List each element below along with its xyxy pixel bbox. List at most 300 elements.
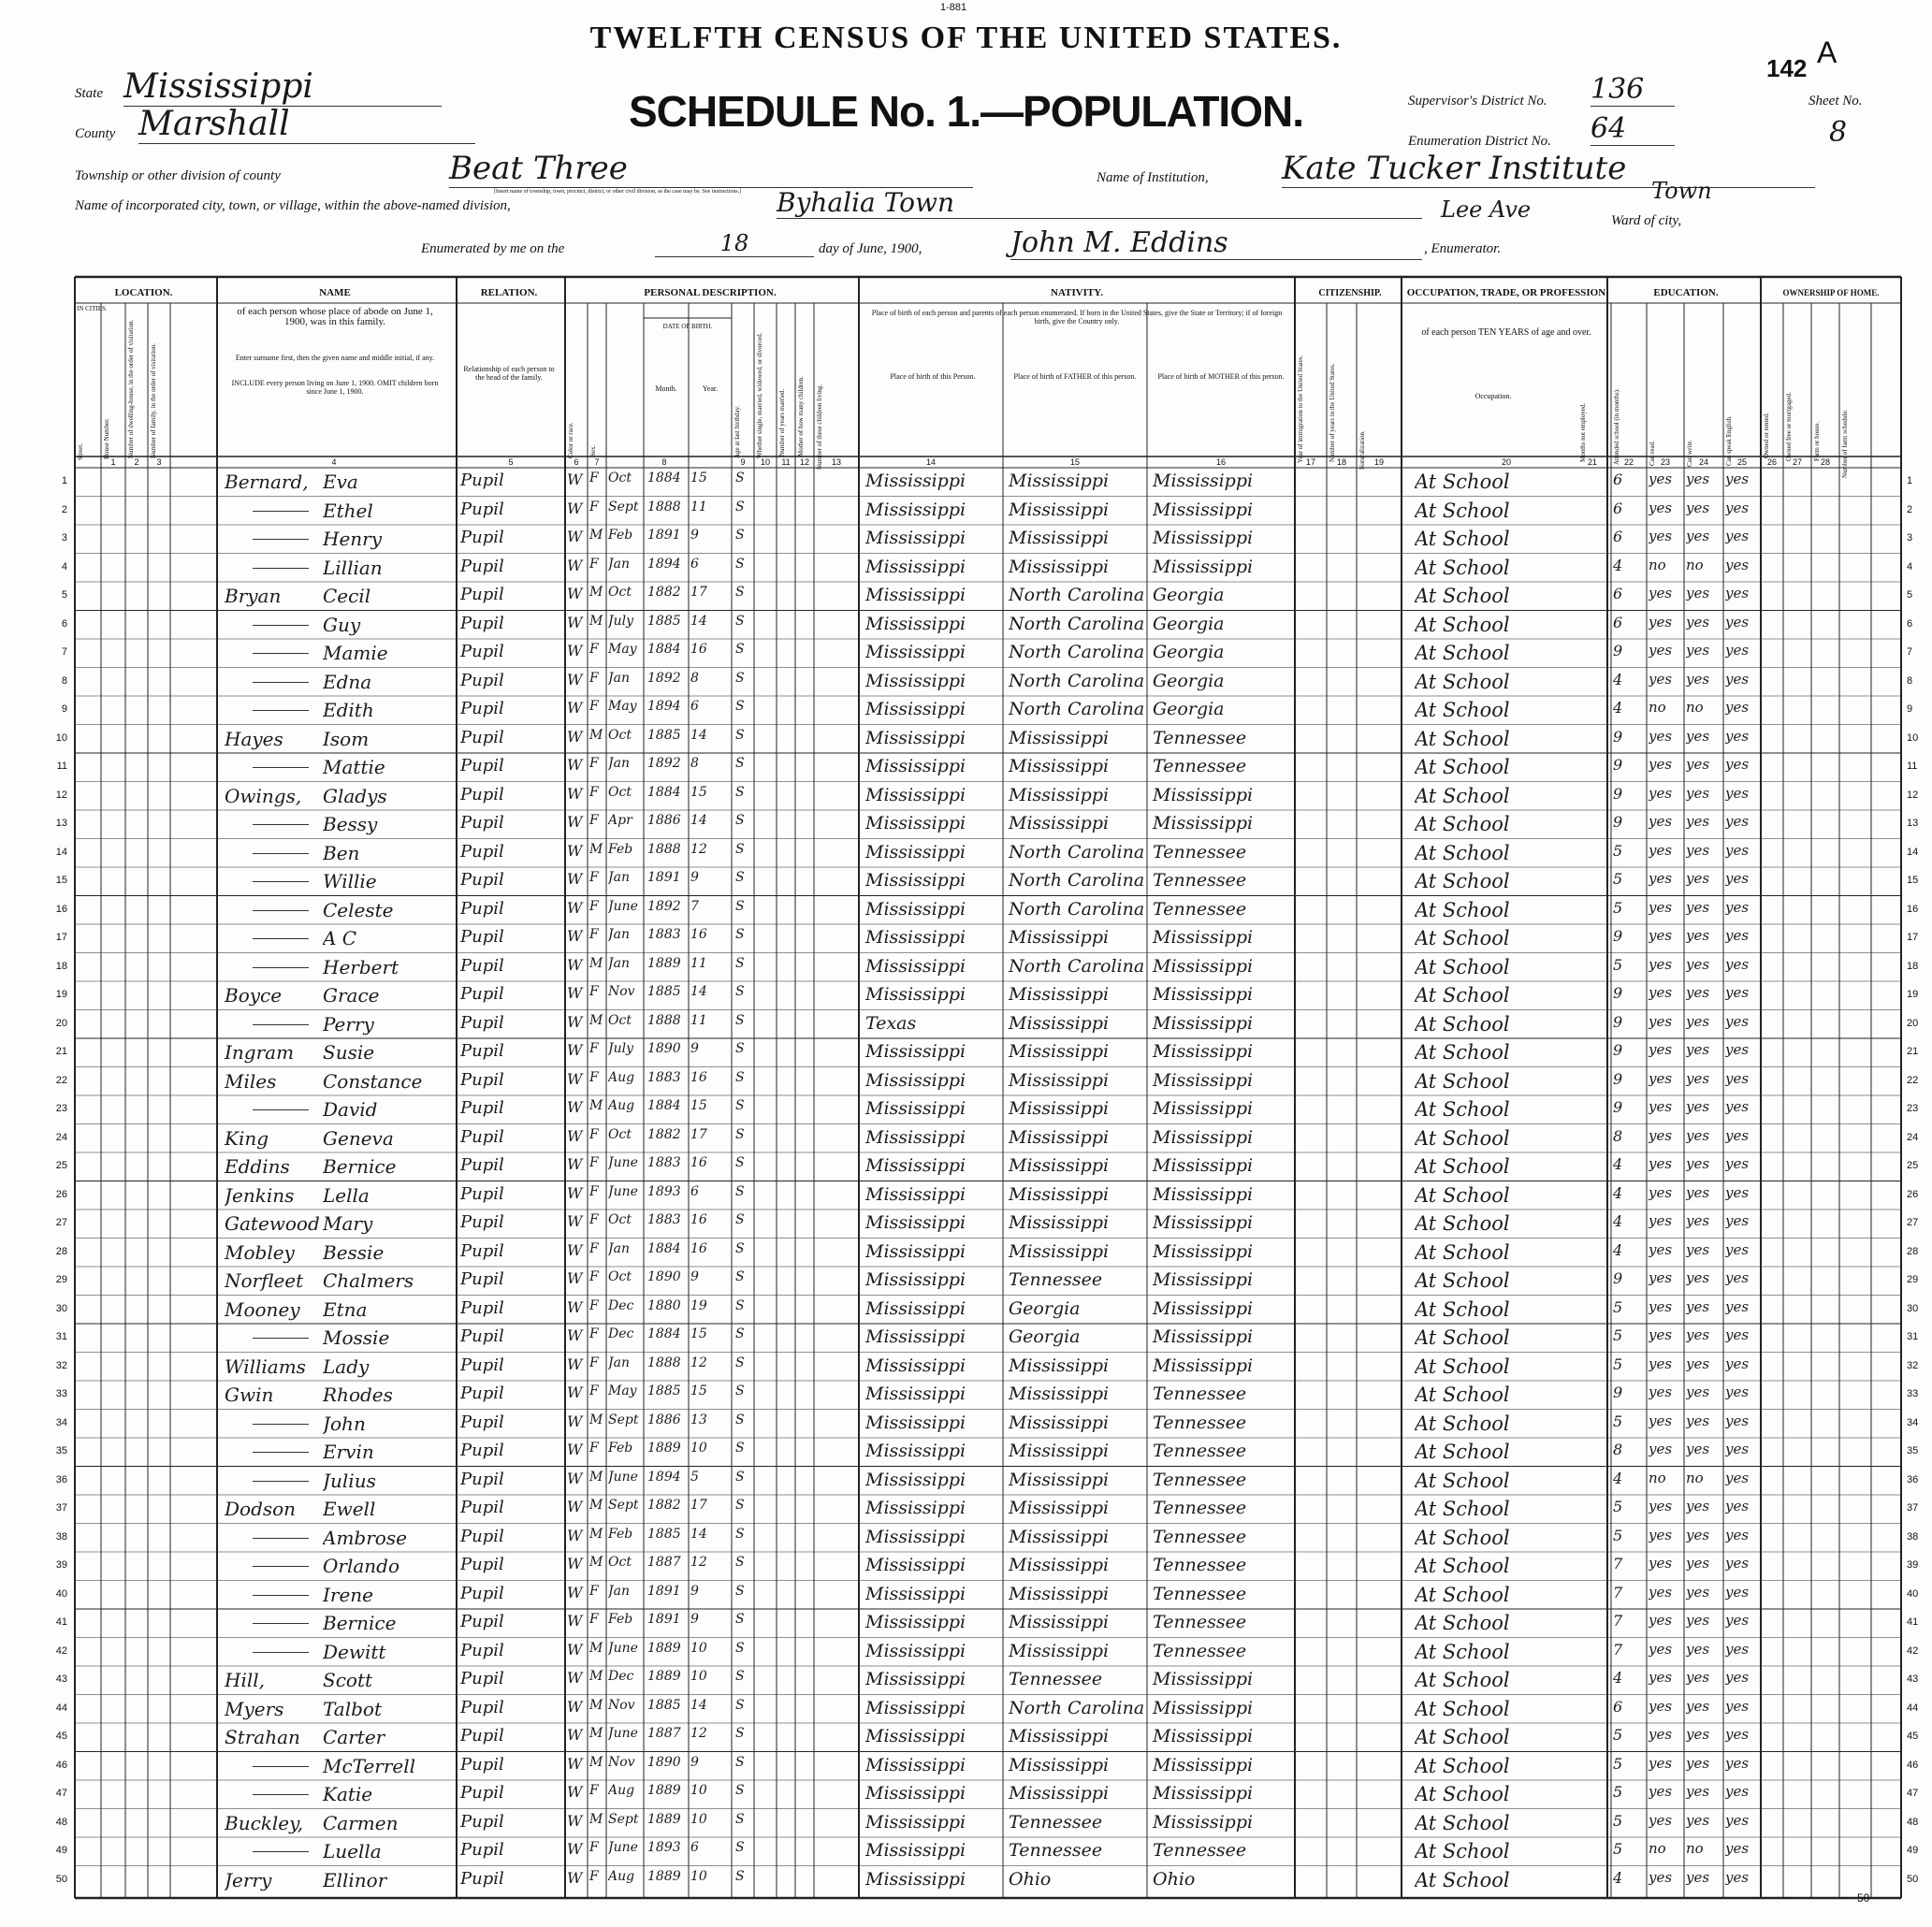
relation-cell: Pupil [460,1441,504,1460]
given-name-cell: Constance [323,1069,423,1093]
occupation-cell: At School [1415,528,1510,550]
relation-cell: Pupil [460,1697,504,1717]
birthplace-cell: Mississippi [865,699,966,719]
birth-month-cell: Aug [608,1868,635,1884]
enumeration-district-value: 64 [1591,112,1675,146]
birth-year-cell: 1894 [647,699,681,714]
line-number-left: 30 [55,1302,67,1314]
line-number-left: 14 [55,846,67,858]
mother-birthplace-cell: Tennessee [1153,1441,1247,1461]
mother-birthplace-cell: Mississippi [1153,1240,1254,1262]
given-name-cell: Celeste [323,898,394,921]
birthplace-cell: Mississippi [865,642,966,662]
surname-cell [253,956,309,968]
can-write-cell: yes [1686,499,1710,516]
mother-birthplace-cell: Tennessee [1153,1498,1247,1518]
age-cell: 9 [690,1612,699,1627]
age-cell: 15 [690,471,707,485]
attended-school-header: Attended school (in months). [1613,388,1620,465]
age-cell: 9 [690,870,699,885]
birth-year-cell: 1883 [647,1069,681,1085]
occupation-cell: At School [1415,585,1510,607]
naturalization-header: Naturalization. [1358,430,1366,470]
mother-birthplace-cell: Mississippi [1153,1726,1254,1746]
attended-school-cell: 5 [1613,1355,1623,1373]
relation-cell: Pupil [460,813,504,833]
line-number-left: 16 [55,903,67,915]
occupation-desc: of each person TEN YEARS of age and over. [1421,327,1591,338]
birth-month-cell: Feb [608,528,633,543]
father-birthplace-cell: Mississippi [1009,528,1110,548]
birthplace-cell: Mississippi [865,1811,966,1833]
birth-year-cell: 1885 [647,727,681,743]
father-birthplace-cell: Tennessee [1009,1840,1103,1861]
occupation-header: Occupation. [1474,392,1512,400]
color-cell: W [567,1012,583,1031]
birth-month-cell: Sept [608,1811,639,1827]
surname-cell: Miles [225,1069,277,1093]
father-birthplace-cell: Georgia [1009,1297,1081,1319]
attended-school-cell: 5 [1613,1783,1623,1801]
attended-school-cell: 6 [1613,499,1623,517]
occupation-cell: At School [1415,1126,1510,1150]
birth-month-cell: Feb [608,1526,633,1542]
can-speak-cell: yes [1725,841,1750,859]
occupation-cell: At School [1415,471,1510,493]
given-name-cell: Mattie [323,756,385,778]
relation-cell: Pupil [460,670,504,690]
attended-school-cell: 4 [1613,1155,1623,1173]
marital-cell: S [735,556,745,572]
father-birthplace-cell: Mississippi [1009,756,1110,776]
marital-cell: S [735,471,745,485]
birthplace-cell: Mississippi [865,1212,966,1233]
birth-month-cell: Dec [608,1297,634,1313]
occupation-cell: At School [1415,1811,1510,1834]
birth-year-cell: 1891 [647,528,681,543]
birthplace-cell: Texas [865,1012,917,1034]
line-number-right: 42 [1907,1644,1919,1657]
father-birthplace-cell: Mississippi [1009,1012,1110,1034]
can-speak-cell: yes [1725,1326,1750,1343]
age-cell: 17 [690,1126,707,1142]
given-name-cell: Herbert [323,955,399,978]
line-number-right: 44 [1907,1702,1919,1714]
birthplace-cell: Mississippi [865,727,966,748]
marital-cell: S [735,1297,745,1313]
birth-year-cell: 1889 [647,1640,681,1656]
can-read-cell: no [1649,556,1666,573]
line-number-left: 25 [55,1160,67,1171]
sex-cell: M [589,1669,603,1684]
can-write-cell: yes [1686,870,1710,887]
given-name-cell: Talbot [323,1697,382,1720]
can-write-cell: yes [1686,1441,1710,1457]
can-write-cell: yes [1686,784,1710,802]
county-value: Marshall [138,105,475,144]
occupation-cell: At School [1415,1297,1510,1321]
marital-cell: S [735,1612,745,1627]
relation-cell: Pupil [460,1868,504,1889]
father-birthplace-cell: Mississippi [1009,1469,1110,1490]
column-number: 14 [925,457,936,467]
birth-month-cell: Jan [608,1583,630,1599]
relation-cell: Pupil [460,955,504,976]
mother-birthplace-cell: Tennessee [1153,1412,1247,1433]
attended-school-cell: 5 [1613,870,1623,888]
can-speak-cell: yes [1725,1868,1750,1886]
given-name-cell: Ervin [323,1441,374,1463]
given-name-cell: Bernice [323,1612,397,1634]
attended-school-cell: 4 [1613,1669,1623,1687]
column-number: 16 [1215,457,1226,467]
sex-cell: F [589,1783,599,1798]
father-birthplace-cell: Tennessee [1009,1269,1103,1290]
given-name-cell: Henry [323,528,383,550]
occupation-cell: At School [1415,1212,1510,1235]
attended-school-cell: 6 [1613,471,1623,488]
can-speak-cell: yes [1725,1183,1750,1201]
marital-cell: S [735,1326,745,1341]
township-label: Township or other division of county [75,168,281,183]
enumerator-label: , Enumerator. [1424,241,1502,256]
birthplace-cell: Mississippi [865,1183,966,1205]
can-read-cell: yes [1649,1240,1673,1258]
can-read-cell: yes [1649,528,1673,544]
surname-cell [253,1783,309,1795]
father-birthplace-cell: Mississippi [1009,1069,1110,1091]
birth-year-cell: 1894 [647,1469,681,1485]
relation-cell: Pupil [460,1212,504,1232]
surname-cell [253,1441,309,1453]
line-number-left: 15 [55,875,67,886]
father-birthplace-cell: Georgia [1009,1326,1081,1347]
color-cell: W [567,1840,583,1858]
attended-school-cell: 4 [1613,1240,1623,1259]
birth-month-cell: July [608,1041,634,1056]
marital-cell: S [735,1469,745,1485]
marital-cell: S [735,898,745,914]
line-number-left: 3 [61,532,67,543]
given-name-cell: Ewell [323,1498,376,1520]
father-birthplace-cell: Mississippi [1009,984,1110,1005]
mother-birthplace-cell: Georgia [1153,642,1225,662]
surname-cell: Gatewood [225,1212,320,1235]
line-number-left: 27 [55,1217,67,1228]
occupation-cell: At School [1415,813,1510,835]
sex-cell: M [589,613,603,629]
can-read-cell: yes [1649,1526,1673,1543]
age-cell: 14 [690,1697,707,1713]
birth-year-cell: 1888 [647,1012,681,1028]
given-name-cell: David [323,1098,378,1121]
can-read-cell: yes [1649,471,1673,487]
can-read-cell: yes [1649,1868,1673,1886]
sex-cell: F [589,1384,599,1398]
surname-cell: Boyce [225,984,283,1007]
line-number-left: 36 [55,1473,67,1485]
line-number-left: 35 [55,1445,67,1456]
age-cell: 6 [690,1840,699,1855]
surname-cell [253,557,309,569]
can-read-cell: yes [1649,1126,1673,1144]
column-number: 27 [1792,457,1802,467]
occupation-cell: At School [1415,1041,1510,1064]
given-name-cell: Lella [323,1183,370,1207]
attended-school-cell: 5 [1613,1840,1623,1858]
father-birthplace-cell: Mississippi [1009,784,1110,805]
father-birthplace-cell: North Carolina [1009,642,1144,662]
mother-birthplace-cell: Tennessee [1153,1469,1247,1490]
mother-birthplace-cell: Tennessee [1153,1555,1247,1575]
attended-school-cell: 5 [1613,1326,1623,1344]
surname-cell [253,699,309,711]
can-write-cell: yes [1686,1297,1710,1315]
given-name-cell: Rhodes [323,1384,393,1406]
birth-month-cell: June [608,1183,638,1199]
can-write-cell: yes [1686,1155,1710,1172]
birth-month-cell: June [608,1840,638,1855]
can-write-cell: yes [1686,1783,1710,1800]
marital-cell: S [735,1098,745,1113]
attended-school-cell: 9 [1613,1098,1623,1116]
age-cell: 6 [690,556,699,572]
relation-cell: Pupil [460,1840,504,1860]
owned-rented-header: Owned or rented. [1763,413,1770,458]
given-name-cell: Edna [323,670,372,693]
occupation-cell: At School [1415,1269,1510,1292]
year-header: Year. [702,384,719,393]
sex-cell: F [589,1612,599,1627]
attended-school-cell: 4 [1613,670,1623,688]
given-name-cell: Ellinor [323,1868,387,1891]
line-number-right: 41 [1907,1616,1919,1628]
can-speak-cell: yes [1725,1640,1750,1658]
relation-cell: Pupil [460,1098,504,1118]
color-cell: W [567,471,583,488]
owned-free-header: Owned free or mortgaged. [1785,392,1793,461]
line-number-left: 37 [55,1502,67,1514]
line-number-right: 46 [1907,1759,1919,1771]
children-living-header: Number of these children living. [816,384,823,470]
surname-cell [253,1584,309,1596]
can-speak-cell: yes [1725,1441,1750,1457]
birth-year-cell: 1883 [647,1212,681,1227]
can-speak-cell: yes [1725,1469,1750,1486]
birth-month-cell: June [608,1726,638,1741]
age-cell: 14 [690,1526,707,1542]
can-write-cell: yes [1686,1555,1710,1572]
column-number: 17 [1305,457,1315,467]
birth-year-cell: 1888 [647,841,681,857]
occupation-cell: At School [1415,1384,1510,1406]
birthplace-cell: Mississippi [865,756,966,776]
line-number-left: 11 [56,761,67,772]
can-write-cell: yes [1686,1726,1710,1743]
mother-birthplace-cell: Tennessee [1153,756,1247,776]
color-cell: W [567,1412,583,1430]
can-write-cell: yes [1686,1583,1710,1601]
surname-cell: Mobley [225,1240,295,1264]
line-number-left: 50 [55,1873,67,1885]
age-cell: 10 [690,1669,707,1684]
supervisor-district-label: Supervisor's District No. [1408,94,1547,109]
can-speak-cell: yes [1725,1697,1750,1715]
age-cell: 16 [690,1155,707,1170]
attended-school-cell: 5 [1613,898,1623,917]
can-speak-cell: yes [1725,898,1750,916]
census-title: TWELFTH CENSUS OF THE UNITED STATES. [589,21,1343,55]
birthplace-cell: Mississippi [865,1412,966,1433]
can-read-cell: yes [1649,1669,1673,1686]
can-write-cell: yes [1686,1098,1710,1115]
line-number-right: 26 [1907,1188,1919,1200]
relation-cell: Pupil [460,1297,504,1318]
color-cell: W [567,1583,583,1601]
age-cell: 15 [690,1098,707,1113]
given-name-cell: Mamie [323,642,388,664]
occupation-cell: At School [1415,1526,1510,1549]
birth-month-cell: Feb [608,1441,633,1456]
column-number: 2 [134,457,139,467]
given-name-cell: Etna [323,1297,368,1321]
can-read-cell: yes [1649,784,1673,802]
column-number: 4 [331,457,337,467]
line-number-right: 28 [1907,1245,1919,1257]
occupation-cell: At School [1415,1326,1510,1349]
birth-year-cell: 1889 [647,1783,681,1798]
marital-cell: S [735,613,745,629]
sex-cell: F [589,784,599,800]
sex-cell: M [589,1811,603,1827]
can-write-cell: yes [1686,1240,1710,1258]
color-cell: W [567,1384,583,1401]
line-number-left: 44 [55,1702,67,1714]
mother-birthplace-cell: Mississippi [1153,1297,1254,1319]
can-speak-cell: yes [1725,1240,1750,1258]
can-speak-cell: yes [1725,1355,1750,1372]
stamped-sheet-number: 142 [1766,54,1808,82]
surname-cell: Buckley, [225,1811,304,1834]
can-write-cell: no [1686,699,1704,716]
relation-cell: Pupil [460,1069,504,1090]
can-read-cell: yes [1649,1269,1673,1286]
attended-school-cell: 8 [1613,1126,1623,1145]
given-name-cell: Cecil [323,585,371,607]
line-number-right: 20 [1907,1017,1919,1029]
line-number-left: 1 [61,475,67,486]
birth-year-cell: 1889 [647,1441,681,1456]
occupation-cell: At School [1415,1555,1510,1577]
attended-school-cell: 5 [1613,1754,1623,1773]
line-number-right: 7 [1907,646,1913,658]
age-cell: 16 [690,1212,707,1227]
attended-school-cell: 9 [1613,642,1623,659]
can-write-cell: yes [1686,1269,1710,1286]
occupation-cell: At School [1415,1069,1510,1093]
can-speak-header: Can speak English. [1725,415,1733,466]
column-number: 26 [1766,457,1777,467]
relation-cell: Pupil [460,756,504,775]
marital-cell: S [735,1697,745,1713]
age-header: Age at last birthday. [734,405,741,458]
immigration-header: Year of immigration to the United States. [1297,355,1304,463]
given-name-cell: Irene [323,1583,374,1606]
can-write-cell: yes [1686,1754,1710,1772]
relation-cell: Pupil [460,1612,504,1631]
group-personal: PERSONAL DESCRIPTION. [644,287,777,298]
can-write-cell: yes [1686,841,1710,859]
age-cell: 6 [690,699,699,714]
line-number-left: 21 [55,1046,67,1057]
color-cell: W [567,1612,583,1630]
sex-cell: M [589,1526,603,1542]
date-of-birth-header: DATE OF BIRTH. [662,323,713,330]
birthplace-cell: Mississippi [865,784,966,805]
birth-month-cell: Jan [608,955,630,971]
surname-cell: Jenkins [225,1183,295,1207]
county-label: County [75,126,116,141]
surname-cell: Mooney [225,1297,300,1321]
surname-cell [253,842,309,854]
birthplace-cell: Mississippi [865,1441,966,1461]
city-value: Byhalia Town [777,187,1422,219]
father-birthplace-cell: Mississippi [1009,1612,1110,1632]
relation-cell: Pupil [460,1384,504,1403]
birthplace-cell: Mississippi [865,556,966,577]
sex-cell: M [589,1469,603,1485]
relation-cell: Pupil [460,1412,504,1432]
age-cell: 9 [690,1583,699,1599]
line-number-left: 23 [55,1103,67,1114]
birth-month-cell: Oct [608,1126,632,1142]
attended-school-cell: 4 [1613,1469,1623,1487]
line-number-right: 18 [1907,960,1919,972]
can-write-cell: yes [1686,1212,1710,1229]
mother-birthplace-cell: Mississippi [1153,1012,1254,1034]
column-number: 20 [1501,457,1511,467]
birth-month-cell: June [608,1155,638,1170]
father-birthplace-cell: North Carolina [1009,670,1144,691]
birth-year-cell: 1884 [647,1326,681,1341]
given-name-cell: Gladys [323,784,387,807]
father-birthplace-cell: North Carolina [1009,585,1144,605]
can-read-cell: yes [1649,813,1673,830]
mother-birthplace-cell: Mississippi [1153,1183,1254,1205]
line-number-right: 29 [1907,1274,1919,1285]
column-number: 8 [661,457,667,467]
line-number-left: 48 [55,1816,67,1828]
mother-birthplace-cell: Tennessee [1153,727,1247,748]
occupation-cell: At School [1415,1240,1510,1264]
can-speak-cell: yes [1725,1012,1750,1030]
birth-year-cell: 1884 [647,642,681,657]
can-speak-cell: yes [1725,813,1750,830]
relation-cell: Pupil [460,927,504,947]
color-cell: W [567,841,583,860]
attended-school-cell: 7 [1613,1583,1623,1601]
color-cell: W [567,1555,583,1572]
column-number: 10 [760,457,770,467]
line-number-left: 17 [55,932,67,943]
father-birthplace-cell: Mississippi [1009,727,1110,748]
can-speak-cell: yes [1725,670,1750,688]
attended-school-cell: 6 [1613,613,1623,631]
occupation-cell: At School [1415,1469,1510,1492]
sex-cell: M [589,1726,603,1741]
line-number-left: 32 [55,1359,67,1371]
given-name-cell: Scott [323,1669,373,1691]
